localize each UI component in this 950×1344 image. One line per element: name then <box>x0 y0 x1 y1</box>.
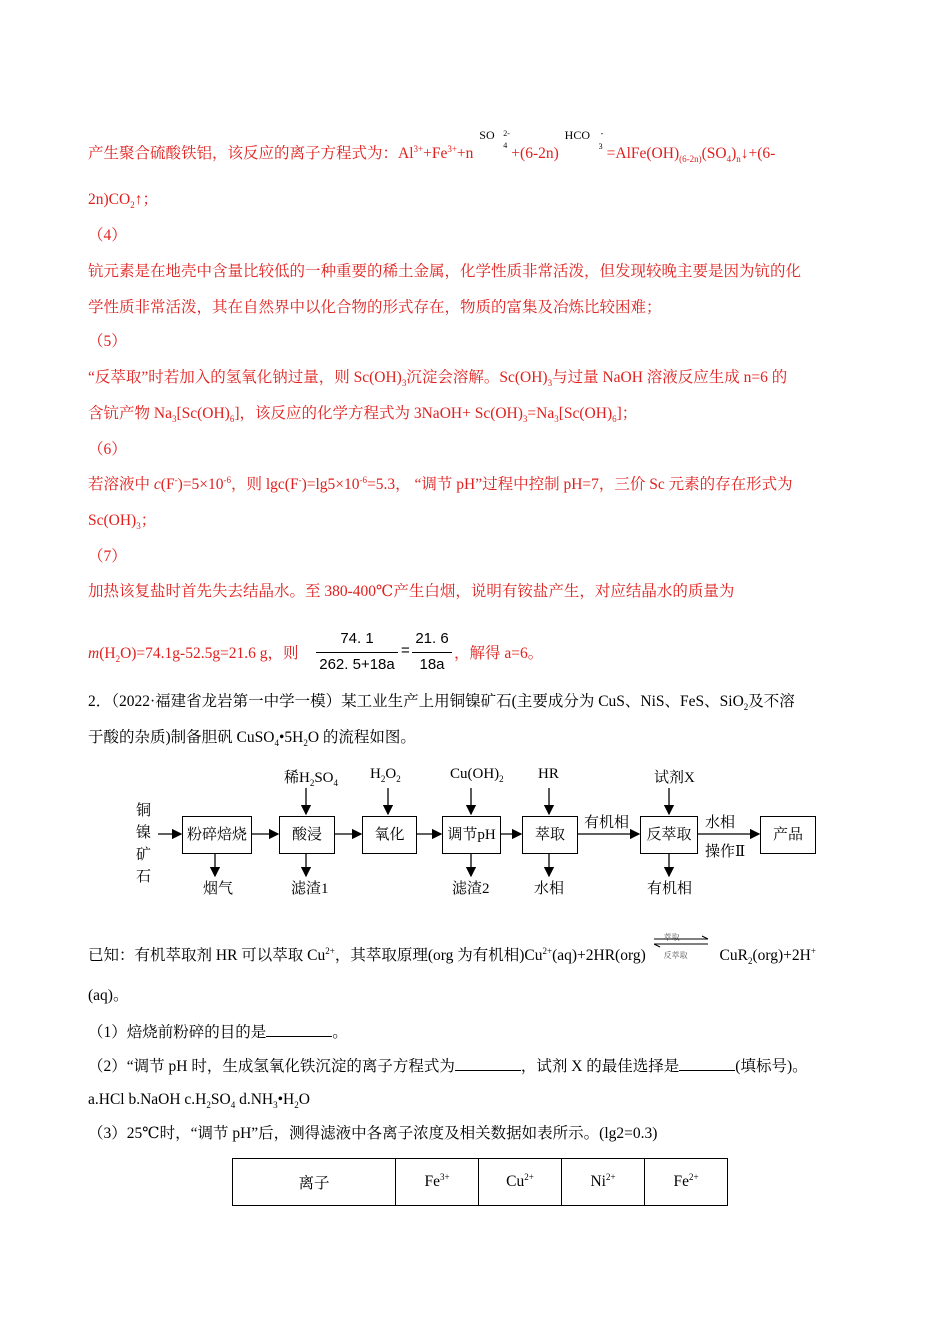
answer-line-1: 产生聚合硫酸铁铝，该反应的离子方程式为：$Al^{3+}+Fe^{3+}+n$ SO 2- 4 +(6-2n) HCO 3 - $=AlFe(OH)_{(6-2n)}(SO_4)_n↓+(6-$ <box>88 128 776 165</box>
table-cell-ion: $Cu^{2+}$ <box>479 1159 562 1206</box>
box-back-extraction: 反萃取 <box>640 816 698 854</box>
box-oxidation: 氧化 <box>362 816 417 854</box>
output-residue-1: 滤渣1 <box>291 881 329 897</box>
output-organic-phase: 有机相 <box>647 881 693 897</box>
between-organic-phase: 有机相 <box>584 815 630 831</box>
output-flue-gas: 烟气 <box>203 881 234 897</box>
input-reagent-x: 试剂X <box>654 770 695 786</box>
answer-7-line-2: $m(H_2O)=74.1g-52.5g=21.6$ g，则 <box>88 645 299 665</box>
fraction-right-denominator: 18a <box>419 656 445 673</box>
subquestion-3: （3）25℃时，“调节 pH”后，测得滤液中各离子浓度及相关数据如表所示。(lg2=0.3) <box>88 1125 658 1142</box>
table-cell-ion: $Fe^{2+}$ <box>645 1159 728 1206</box>
answer-5-line-2: 含钪产物 $Na_3[Sc(OH)_6]$，该反应的化学方程式为 3NaOH+ $Sc(OH)_3=Na_3[Sc(OH)_6]$； <box>88 405 638 425</box>
answer-blank-1[interactable] <box>266 1022 332 1037</box>
input-sulfuric-acid: 稀$H_2SO_4$ <box>284 770 339 788</box>
between-aqueous-phase: 水相 <box>705 815 736 831</box>
answer-6-line-1: 若溶液中 $c(F^-)=5\times 10^{-6}$，则 $\lg c(F^-)=\lg 5\times 10^{-6}=5.3$， “调节 pH”过程中控制 pH=7，三价 Sc 元素的存在形式为 <box>88 474 793 493</box>
table-header-ion: 离子 <box>233 1159 396 1206</box>
answer-7-result: ，解得 a=6。 <box>454 645 544 662</box>
known-line-2: (aq)。 <box>88 987 129 1004</box>
raw-material-label: 铜 镍 矿 石 <box>136 803 152 885</box>
between-operation-2: 操作Ⅱ <box>705 844 746 860</box>
box-extraction: 萃取 <box>522 816 578 854</box>
answer-blank-2[interactable] <box>455 1056 521 1071</box>
equilibrium-arrow-top-label: 萃取 <box>663 933 680 942</box>
input-hydrogen-peroxide: $H_2O_2$ <box>370 766 401 784</box>
ion-table <box>232 1158 728 1206</box>
table-cell-ion: $Fe^{3+}$ <box>396 1159 479 1206</box>
output-aqueous-phase: 水相 <box>534 881 565 897</box>
fraction-left-denominator: 262. 5+18a <box>319 656 395 673</box>
question-2-line-1: 2．（2022·福建省龙岩第一中学一模）某工业生产上用铜镍矿石(主要成分为 CuS、NiS、FeS、SiO$_2$及不溶 <box>88 693 795 713</box>
subquestion-1: （1）焙烧前粉碎的目的是 。 <box>88 1024 348 1041</box>
table-row <box>233 1159 728 1206</box>
answer-7-line-1: 加热该复盐时首先失去结晶水。至 380-400℃产生白烟，说明有铵盐产生，对应结晶水的质量为 <box>88 583 735 600</box>
bicarbonate-ion: HCO 3 - <box>564 128 604 151</box>
fraction-right-numerator: 21. 6 <box>415 630 449 647</box>
input-copper-hydroxide: $Cu(OH)_2$ <box>450 766 504 784</box>
box-product: 产品 <box>760 816 816 854</box>
answer-4-line-1: 钪元素是在地壳中含量比较低的一种重要的稀土金属，化学性质非常活泼，但发现较晚主要是因为钪的化 <box>88 263 802 280</box>
answer-4-line-2: 学性质非常活泼，其在自然界中以化合物的形式存在，物质的富集及冶炼比较困难； <box>88 299 662 316</box>
known-line-1: 已知：有机萃取剂 HR 可以萃取 $Cu^{2+}$，其萃取原理(org 为有机相)$Cu^{2+}(aq)+2HR(org)$ 萃取 反萃取 CuR$_2$(org)+2H+ <box>88 940 816 966</box>
box-acid-leach: 酸浸 <box>279 816 335 854</box>
question-number-6: （6） <box>88 441 127 458</box>
fraction-equals: = <box>401 642 410 659</box>
table-cell-ion: $Ni^{2+}$ <box>562 1159 645 1206</box>
equilibrium-arrow <box>650 933 716 960</box>
output-residue-2: 滤渣2 <box>452 881 490 897</box>
answer-blank-3[interactable] <box>679 1056 735 1071</box>
answer-line-2: $2n)CO_2↑$； <box>88 191 158 211</box>
input-hr: HR <box>538 766 559 782</box>
question-number-4: （4） <box>88 227 127 244</box>
question-number-7: （7） <box>88 548 127 565</box>
answer-5-line-1: “反萃取”时若加入的氢氧化钠过量，则 $Sc(OH)_3$沉淀会溶解。$Sc(OH)_3$与过量 NaOH 溶液反应生成 n=6 的 <box>88 369 788 389</box>
equilibrium-arrow-bottom-label: 反萃取 <box>663 951 688 960</box>
box-adjust-ph: 调节pH <box>442 816 501 854</box>
answer-6-line-2: $Sc(OH)_3$； <box>88 512 157 532</box>
question-number-5: （5） <box>88 333 127 350</box>
question-2-line-2: 于酸的杂质)制备胆矾 $CuSO_4•5H_2O$ 的流程如图。 <box>88 729 416 749</box>
sulfate-ion: SO 2- 4 <box>479 128 510 150</box>
fraction-left-numerator: 74. 1 <box>340 630 374 647</box>
subquestion-2: （2）“调节 pH 时，生成氢氧化铁沉淀的离子方程式为 ，试剂 X 的最佳选择是 (填标号)。 <box>88 1058 808 1075</box>
box-crush-roast: 粉碎焙烧 <box>182 816 252 854</box>
subquestion-2-options: a.HCl b.NaOH $c.H_2SO_4$ $d.NH_3•H_2O$ <box>88 1091 310 1111</box>
